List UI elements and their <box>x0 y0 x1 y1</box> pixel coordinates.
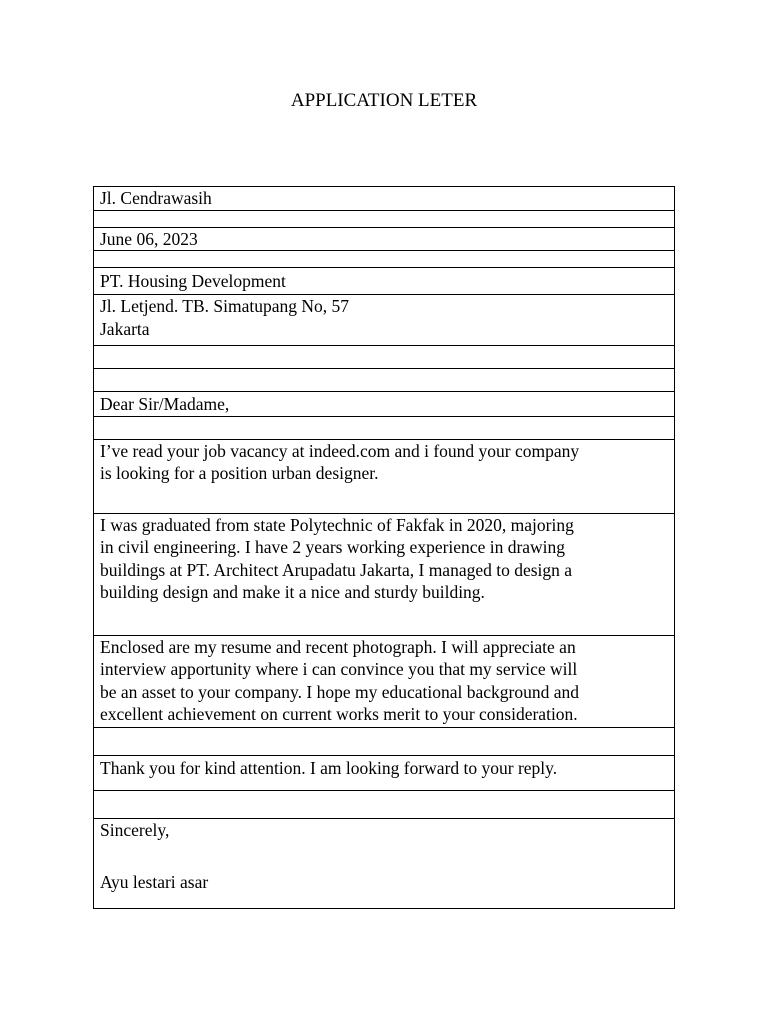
table-row <box>94 818 675 908</box>
table-row <box>94 346 675 369</box>
table-row <box>94 227 675 251</box>
paragraph-line: I was graduated from state Polytechnic of Fakfak in 2020, majoring <box>100 514 574 535</box>
page-title: APPLICATION LETER <box>290 90 478 111</box>
paragraph-line: Enclosed are my resume and recent photograph. I will appreciate an <box>100 636 576 657</box>
table-row <box>94 790 675 818</box>
paragraph-3 <box>94 635 675 727</box>
table-row <box>94 727 675 755</box>
signer-name: Ayu lestari asar <box>100 872 209 892</box>
table-row <box>94 513 675 635</box>
paragraph-line: interview apportunity where i can convince you that my service will <box>100 659 578 679</box>
letter-date: June 06, 2023 <box>94 227 675 251</box>
paragraph-line: excellent achievement on current works merit to your consideration. <box>100 704 578 724</box>
sender-address: Jl. Cendrawasih <box>94 187 675 211</box>
paragraph-line: building design and make it a nice and sturdy building. <box>100 582 485 602</box>
closing-line-text: Thank you for kind attention. I am looking forward to your reply. <box>100 757 558 778</box>
empty-cell <box>94 416 675 439</box>
signature-block <box>94 818 675 908</box>
paragraph-line: buildings at PT. Architect Arupadatu Jakarta, I managed to design a <box>100 559 573 580</box>
paragraph-line: be an asset to your company. I hope my educational background and <box>100 681 579 702</box>
closing-line <box>94 755 675 790</box>
table-row <box>94 392 675 417</box>
paragraph-line: is looking for a position urban designer. <box>100 463 379 483</box>
table-row <box>94 439 675 513</box>
empty-cell <box>94 369 675 392</box>
sign-off: Sincerely, <box>100 819 170 840</box>
recipient-address-line1: Jl. Letjend. TB. Simatupang No, 57 <box>100 296 350 316</box>
empty-cell <box>94 346 675 369</box>
table-row <box>94 416 675 439</box>
table-row <box>94 210 675 227</box>
empty-cell <box>94 210 675 227</box>
empty-cell <box>94 790 675 818</box>
empty-cell <box>94 727 675 755</box>
table-row <box>94 187 675 211</box>
table-row <box>94 268 675 295</box>
paragraph-line: in civil engineering. I have 2 years working experience in drawing <box>100 537 566 557</box>
table-row <box>94 251 675 268</box>
recipient-address-line2: Jakarta <box>100 318 150 339</box>
salutation-text: Dear Sir/Madame, <box>100 394 230 414</box>
recipient-company <box>94 268 675 295</box>
letter-table <box>93 186 675 909</box>
paragraph-1 <box>94 439 675 513</box>
salutation <box>94 392 675 417</box>
recipient-company-text: PT. Housing Development <box>100 271 286 291</box>
table-row <box>94 295 675 346</box>
table-row <box>94 369 675 392</box>
paragraph-2 <box>94 513 675 635</box>
empty-cell <box>94 251 675 268</box>
paragraph-line: I’ve read your job vacancy at indeed.com and i found your company <box>100 440 580 461</box>
signature-space <box>100 841 668 871</box>
table-row <box>94 755 675 790</box>
recipient-address <box>94 295 675 346</box>
table-row <box>94 635 675 727</box>
